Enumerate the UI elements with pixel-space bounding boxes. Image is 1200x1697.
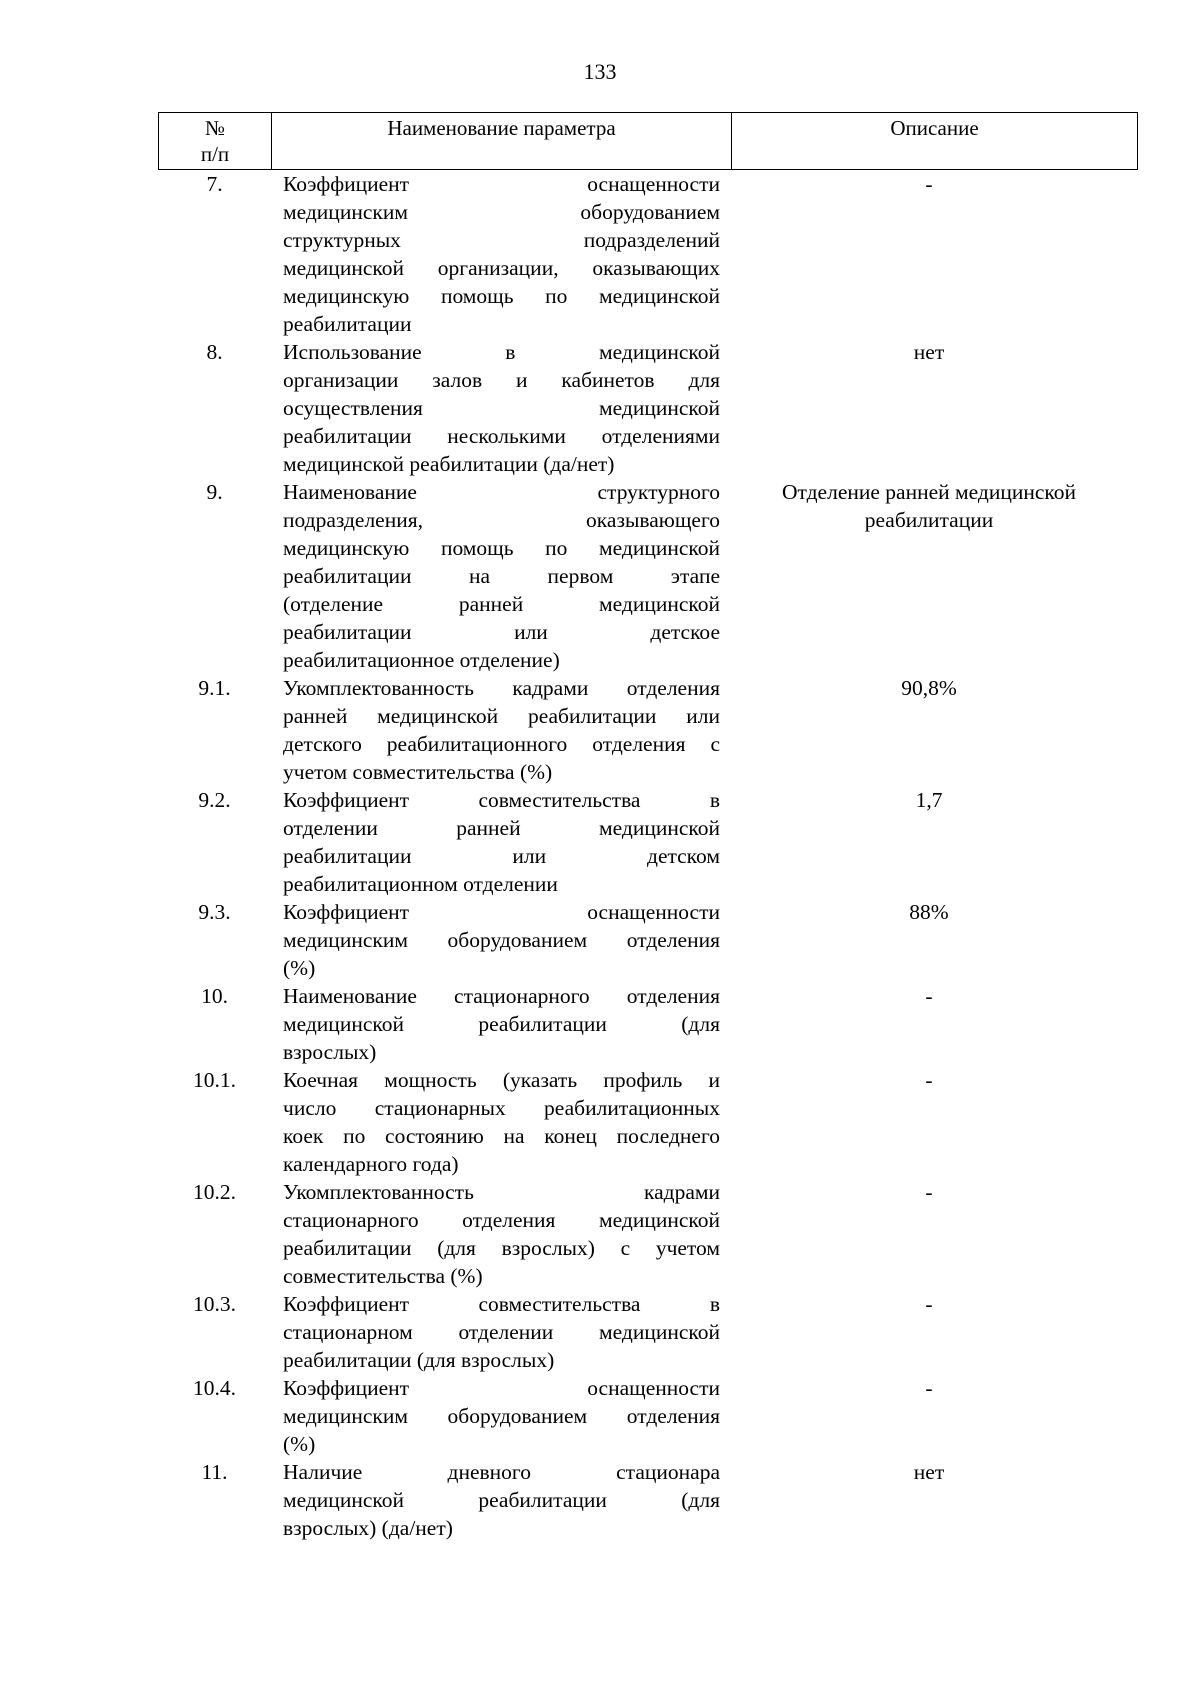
parameter-name-line: реабилитации или детское	[283, 620, 720, 644]
table-row	[158, 898, 1138, 982]
parameter-name-line: медицинским оборудованием	[283, 200, 720, 224]
row-description	[720, 982, 1138, 1066]
parameter-name-line: медицинским оборудованием отделения	[283, 1404, 720, 1428]
row-number: 10.2.	[193, 1180, 236, 1204]
description-line: -	[925, 1376, 933, 1400]
row-description	[720, 170, 1138, 338]
parameter-name-line: Коэффициент оснащенности	[283, 172, 720, 196]
row-number: 7.	[206, 172, 223, 196]
table-row	[158, 786, 1138, 898]
row-parameter-name	[283, 674, 720, 786]
parameter-name-line: Наличие дневного стационара	[283, 1460, 720, 1484]
row-description	[720, 1178, 1138, 1290]
row-number: 9.2.	[198, 788, 231, 812]
row-parameter-name	[283, 1178, 720, 1290]
header-number-abbrev: п/п	[200, 142, 230, 166]
description-line: 90,8%	[901, 676, 957, 700]
row-description	[720, 478, 1138, 674]
parameter-name-line: совместительства (%)	[283, 1264, 483, 1288]
row-number: 10.3.	[193, 1292, 236, 1316]
header-number-symbol: №	[204, 116, 226, 140]
table-row	[158, 982, 1138, 1066]
description-line: -	[925, 1292, 933, 1316]
description-line: -	[925, 984, 933, 1008]
parameter-name-line: отделении ранней медицинской	[283, 816, 720, 840]
parameter-name-line: Коечная мощность (указать профиль и	[283, 1068, 720, 1092]
row-parameter-name	[283, 478, 720, 674]
parameter-name-line: Укомплектованность кадрами отделения	[283, 676, 720, 700]
parameter-name-line: (отделение ранней медицинской	[283, 592, 720, 616]
table-row	[158, 1290, 1138, 1374]
parameter-name-line: медицинской организации, оказывающих	[283, 256, 720, 280]
row-number: 10.1.	[193, 1068, 236, 1092]
description-line: -	[925, 1068, 933, 1092]
table-row	[158, 170, 1138, 338]
table-row	[158, 674, 1138, 786]
row-description	[720, 1066, 1138, 1178]
parameter-name-line: ранней медицинской реабилитации или	[283, 704, 720, 728]
row-description	[720, 1458, 1138, 1542]
parameter-name-line: учетом совместительства (%)	[283, 760, 553, 784]
parameter-name-line: реабилитации или детском	[283, 844, 720, 868]
row-parameter-name	[283, 170, 720, 338]
row-parameter-name	[283, 1458, 720, 1542]
table-row	[158, 1178, 1138, 1290]
row-parameter-name	[283, 1290, 720, 1374]
row-number: 9.1.	[198, 676, 231, 700]
parameter-name-line: медицинским оборудованием отделения	[283, 928, 720, 952]
parameter-name-line: взрослых) (да/нет)	[283, 1516, 453, 1540]
row-parameter-name	[283, 1066, 720, 1178]
parameter-name-line: реабилитационное отделение)	[283, 648, 560, 672]
row-description	[720, 1374, 1138, 1458]
row-parameter-name	[283, 786, 720, 898]
parameter-name-line: Коэффициент оснащенности	[283, 900, 720, 924]
parameters-table	[158, 112, 1138, 1542]
parameter-name-line: реабилитации (для взрослых)	[283, 1348, 555, 1372]
header-number-column	[159, 113, 272, 169]
parameter-name-line: Наименование структурного	[283, 480, 720, 504]
parameter-name-line: Наименование стационарного отделения	[283, 984, 720, 1008]
description-line: 88%	[909, 900, 949, 924]
parameter-name-line: реабилитации на первом этапе	[283, 564, 720, 588]
parameter-name-line: Коэффициент совместительства в	[283, 788, 720, 812]
parameter-name-line: реабилитации	[283, 312, 412, 336]
table-row	[158, 478, 1138, 674]
parameter-name-line: календарного года)	[283, 1152, 459, 1176]
parameter-name-line: детского реабилитационного отделения с	[283, 732, 720, 756]
table-header	[158, 112, 1138, 170]
table-body	[158, 170, 1138, 1542]
parameter-name-line: (%)	[283, 956, 316, 980]
parameter-name-line: Укомплектованность кадрами	[283, 1180, 720, 1204]
parameter-name-line: организации залов и кабинетов для	[283, 368, 720, 392]
table-row	[158, 1066, 1138, 1178]
row-description	[720, 1290, 1138, 1374]
parameter-name-line: медицинской реабилитации (для	[283, 1012, 720, 1036]
row-parameter-name	[283, 982, 720, 1066]
table-row	[158, 338, 1138, 478]
row-number: 9.3.	[198, 900, 231, 924]
parameter-name-line: медицинской реабилитации (для	[283, 1488, 720, 1512]
row-parameter-name	[283, 898, 720, 982]
parameter-name-line: число стационарных реабилитационных	[283, 1096, 720, 1120]
description-line: -	[925, 172, 933, 196]
parameter-name-line: реабилитации (для взрослых) с учетом	[283, 1236, 720, 1260]
parameter-name-line: Коэффициент совместительства в	[283, 1292, 720, 1316]
description-line: реабилитации	[864, 508, 994, 532]
parameter-name-line: подразделения, оказывающего	[283, 508, 720, 532]
parameter-name-line: Использование в медицинской	[283, 340, 720, 364]
parameter-name-line: медицинскую помощь по медицинской	[283, 284, 720, 308]
description-line: Отделение ранней медицинской	[781, 480, 1077, 504]
parameter-name-line: осуществления медицинской	[283, 396, 720, 420]
row-number: 11.	[201, 1460, 228, 1484]
parameter-name-line: коек по состоянию на конец последнего	[283, 1124, 720, 1148]
header-parameter-column: Наименование параметра	[272, 113, 732, 169]
description-line: 1,7	[915, 788, 943, 812]
table-row	[158, 1374, 1138, 1458]
description-line: нет	[913, 340, 945, 364]
row-number: 10.	[201, 984, 228, 1008]
parameter-name-line: (%)	[283, 1432, 316, 1456]
parameter-name-line: стационарного отделения медицинской	[283, 1208, 720, 1232]
description-line: -	[925, 1180, 933, 1204]
description-line: нет	[913, 1460, 945, 1484]
row-description	[720, 786, 1138, 898]
parameter-name-line: стационарном отделении медицинской	[283, 1320, 720, 1344]
row-description	[720, 674, 1138, 786]
parameter-name-line: реабилитации несколькими отделениями	[283, 424, 720, 448]
row-number: 8.	[206, 340, 223, 364]
row-number: 9.	[206, 480, 223, 504]
parameter-name-line: структурных подразделений	[283, 228, 720, 252]
parameter-name-line: медицинскую помощь по медицинской	[283, 536, 720, 560]
parameter-name-line: медицинской реабилитации (да/нет)	[283, 452, 615, 476]
parameter-name-line: реабилитационном отделении	[283, 872, 558, 896]
parameter-name-line: взрослых)	[283, 1040, 377, 1064]
row-parameter-name	[283, 338, 720, 478]
page-number: 133	[583, 59, 617, 84]
row-parameter-name	[283, 1374, 720, 1458]
table-row	[158, 1458, 1138, 1542]
header-description-column: Описание	[890, 116, 979, 140]
row-description	[720, 338, 1138, 478]
row-number: 10.4.	[193, 1376, 236, 1400]
row-description	[720, 898, 1138, 982]
parameter-name-line: Коэффициент оснащенности	[283, 1376, 720, 1400]
